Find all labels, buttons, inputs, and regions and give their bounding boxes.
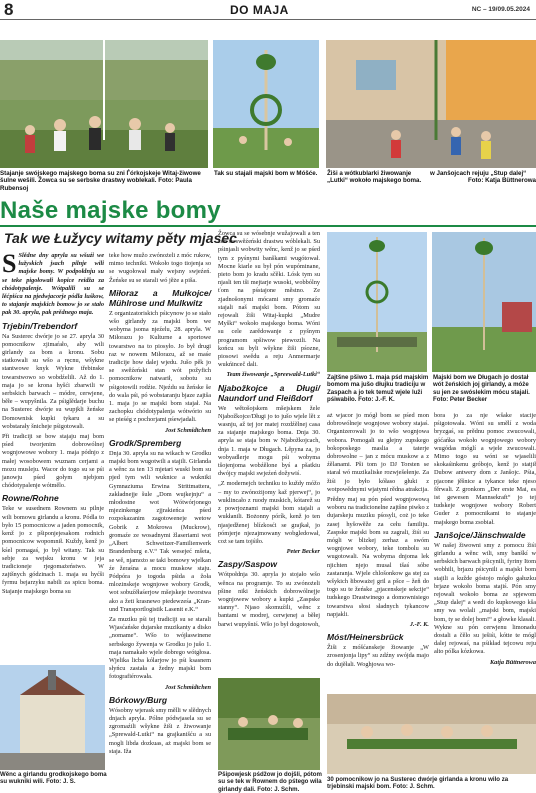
photo-grodk-town-hall bbox=[0, 665, 105, 770]
section-title-rowne: Rowne/Rohne bbox=[2, 493, 59, 504]
caption-top-2: Tak su stajali majski bom w Móšće. bbox=[214, 170, 318, 177]
caption-mid-zaspy: Zajtšne pšiwo 1. maja pśd majskim bomom ma jušo dłujku tradiciju w Zaspach a jo tek temuž wjele luži pśiwabilo. Foto: J.-F. K. bbox=[327, 374, 429, 403]
photo-trjebin-garland bbox=[327, 694, 536, 774]
article-headline: Naše majske bomy bbox=[0, 197, 221, 224]
article-subhead: Tak we Łužycy witamy pěty mjasec bbox=[4, 230, 237, 246]
photo-children-dancing bbox=[0, 40, 208, 168]
caption-top-4: w Janšojcach rejuju „Stup dalej“ Foto: Katja Büttnerowa bbox=[430, 170, 536, 185]
section-title-jansojce: Janšojce/Jänschwalde bbox=[434, 529, 526, 540]
caption-bottom-left: Wěnc a girlandu grodkojskego boma su wukniki wili. Foto: J. S. bbox=[0, 771, 107, 786]
section-title-njabozkojce: Njabožkojce a Długi/ Naundorf und Fleißdorf bbox=[218, 382, 320, 403]
issue-date: NC – 19/09.05.2024 bbox=[471, 6, 530, 13]
column-5: bora jo za nje wšake stacije pśigotowała. Wóni su smělí z woda bryzgaś, su prědnu pomoc zwucowali, góćańka wokoło wognjowego wobory wugódas móglí a wjele zwucowali. Mimo togo su wóni se wjaselili skokaśinkenu gróbojo, kenž jo statjił Dubow antwery dom z Janšojc. Pśia, pjacone jěšnice a tykance teke njeso fěrwali. Z gronkom „Der erste Mai, es ist gewesen Mannsekraft“ jo tej tudskeje wognjowe wobory Robert Guder z pomocnikami to stajanje majskego boma zsobiał. Janšojce/Jänschwalde W našej žiwowni smy z pomocu žiśi girlandu a wěnc wili, smy banškí w serbskich barwach pśicynili, fyriny Itom wobhili, brjazu pśicynili a majski bom stajili a kužde góstojo mógło gałuzku brjaze wokoło boma stajiś. Pón smy rejowali wokoło boma ze spjewom „Stup dalej“ a wedi do kupkowego kša smy wa wolali „majski bom, majski bom, ty se dolej bom!“ a głowke klasali. Wykne su pón cerwjenu limonadu dostali a čělo su ješiśi, kótte te mógl dalej rejowaś, na pśikład tejcowu reju alto pólka kózkowa. Katja Büttnerowa bbox=[434, 412, 536, 666]
page-number: 8 bbox=[4, 0, 14, 19]
photo-children-around-maypole bbox=[326, 40, 536, 168]
headline-rule bbox=[0, 225, 536, 227]
caption-bottom-right: 30 pomocnikow jo na Susterec dwórje girlanda a kronu wilo za trjebinski majski bom. Foto: J. Schm. bbox=[327, 776, 509, 791]
column-4: aż wjacor jo mógł bom se pśed mon dobrowólneje wognjowe wobory stajaś. Organizerowali jo to wšo wognjowa wobora. Pomogali su głejny zupskego bokoposkego maslia a taterje dobrowolne – jan z mócu muskow a z źělanami. Pši tom jo DJ Torsten se staral wó muzikaliske rozwješełenje. Za žiśi jo było kółaso głuki z wotpowědnymi wjatymi rědna atrakcija. Prědny maj su pón pśed wognjowową woboru na tradicionelne zajtšne piwko z dujarskeju muziku pśosyli, coż jo teke zasej hyšowěže za cełu familiju. Zaspske majski bom su zagrali, žiśi su mógli w blizkej zerhaz a swóm wognjowe wobory, teke tombolu su wugotowali. Na wobyma dnjoma lek njichten njejo musal tšaś sóbe zastaranja. Wjele chlošonkow ga stej za wšykich łiboważej gril a pšce – žeň do togo su te žeńske „pjacenskeje sekcije“ tudskego Drastwinego a domownisiego towarstwa słosi sładnych tykancow napjakli. J.-F. K. Móst/Heinersbrück Žiši z móšćanskeje žiowanje „W zrosenjonja lipy“ su zdźny swójda majo do dujěłali. Woghjowa wo- bbox=[327, 412, 429, 668]
caption-mid-dlugi: Majski bom we Długach jo dostał wót žeńskich joj girlandy, a móże su jen ze swóslekim mócu stajali. Foto: Peter Becker bbox=[433, 374, 530, 403]
section-title: DO MAJA bbox=[230, 3, 289, 17]
section-title-zaspy: Zaspy/Saspow bbox=[218, 559, 278, 570]
drop-cap: S bbox=[2, 249, 17, 278]
caption-top-3: Žiši a wótkublarki žiwowanje „Lutki“ wokoło majskego boma. bbox=[327, 170, 422, 185]
caption-bottom-mid: Pšipowjesk pśdžow jo dojšli, pótom su se tek w Rownem do pśtego wila girlandy dali. Foto: J. Schm. bbox=[218, 771, 322, 793]
photo-dlugi-maypole bbox=[432, 232, 536, 372]
section-title-miloraz: Miłoraz a Mułkojce/ Mühlrose und Mulkwitz bbox=[109, 287, 211, 308]
photo-maypole-most bbox=[213, 40, 319, 168]
column-3: Žowca su se wósebnje wužajowali a ten žeń se swěźeński drastwu wóblekali. Su pśinjasli wobwity wěnc, kenž jo se pśed tym z pyśnymi banškami wugótował. Mocne kiarle su był pón wupóminane, pieto bom jo kradu sčěki. Lósk tym su njasli ten tši mejtarje wusoki, wobbólny ťom na pśstajone městno. Ze zjadnošonymi mócami smy gromaźe stajali naš majski bom. Pótom su rejowali žiši Witaj-kupki „Mudre Myški“ wokoło majskego boma. Wóni su cele zarědowanje z pyšnym programom spšiwow piewozili. Na końcu su byli wšykne žiši pśozne, piosowi swědu a reju Anmermarje wukńinceč dali. Team žiwowanje „Spreewald-Lutki“ Njabožkojce a Długi/ Naundorf und Fleißdorf We wětošojskem mšejskem žele Njabožkojce/Długi jo to jušo wjele lět z wasnju, až tej jor matej rozdźělnej casa za stajanje majskego boma. Dnja 30. apryla se staja bom w Njabožkojcach, dnja 1. maja w Długach. Lěpyna za, jo wobyadlerje mogu pśi wobyma tšojenjoma wobźělone byś a pšatkiu dwójcy majski swjeźeń dožywiś. „Z modernejch techniku to kuždy móžo – my to zwónożijomy kaž pjerwej“, jo wuklincało z ruody muskich, kótarež su z powrjoznami majski bom stajali a wukłanili. Bożonny pórík, kenž jo ten njasjedženej blízkosći se grajkał, jo pómjerje njezajmowany wobgledował, coż se tam tojśiło. Peter Becker Zaspy/Saspow Wótpołdnja 30. apryla jo stojało wšo wěnca na programje. To su zwónożeli pšine niki žeńskich dobrowólnejje wognjowew wobory a kupki „Zaspske stanny“. Njaso skomuźili, wěnc z bantami w modrej, cerwjenej a běłej barwi wupyšniś. Wšo jo był dogotowoh, bbox=[218, 230, 320, 628]
photo-zaspy-maypole bbox=[327, 232, 427, 372]
header-rule bbox=[0, 19, 536, 20]
photo-rowne-garland bbox=[218, 678, 320, 770]
column-1: S Slědne dny apryla su wšuźi we łužyskich jsach pilnje wili majske bomy. W podpołdnju su se teke pigołowałi kopice reidža za chódotypalenje. Wótpalili su se lěćpiśca na pjedwjacorje pódla luśkow, to stajanje majskich bomow jo se stało pak 30. apryla, pak prědnego maja. Trjebin/Trebendorf Na Susterec dwórje jo se 27. apryla 30 pomocnikow zjimaŕało, aby wili girlandy za bom a kronu. Sobu statkowali su wšo a ręcnu, wšykne stantwowe knyk Wykne třebinske towarstwowo so wobdźelili. Až do 1. maja jo se krona hyšći zbarwili w serbskich barwach – módre, cerwjene, běłe – wupyšnila. Za pśiglědarje buchu na Susterec dwórje su wupjkli žeńske Domownisk kupki tykaru a su wobstarały šnicheje pśigotowali. Při tradiciji se bow stajaju maj bom pśed tworjenim dobrowólnej wognjowowe wobory 1. maja pódnjo z małej wosobowem wuznam cerjami a mozu musleju. Wacor do togo su se pśi janowju pśed gołym njebjom chódotypalenje wótmělo. Rowne/Rohne Teke w susednem Rownem su pilnje wili bomowu girlandu a kronu. Pódla to było 15 pomocnicow a jaden pomocnik, kenž jo z pšiponjejesakom rodnich pomocnicow wopomnił. Kuždy, kenž jo kśel pomagaś, jo był witany. Tak su sebje za wejsku kronu w jeja tradicioneje rjegomażeństwo. W zajtšnych gódzinach 1. maja su hyćši fyrmu bejarzyku nabili za spicu boma. Stajanje majskego boma su bbox=[2, 249, 104, 595]
caption-top-1: Stajanje swójskego majskego boma su zni Ѓórkojskeje Witaj-žiwowe šulne wešili. Žowca su se serbske drastwy woblekali. Foto: Paula Rubensoj bbox=[0, 170, 201, 192]
column-2: teke how mužo zwónożeli z móc rukow, mimo techniki. Wokoło togo tiojenja so se wugołował mały wejsny swjeźeń. Žeńske su se starali wó jěże a piša. Miłoraz a Mułkojce/ Mühlrose und Mulkwitz Z organizatoriskich pśicynow jo se stało wšo girlandy za majski bom we wobyma jsoma njeźelu, 28. apryla. W Miłorazu jo Kulturne a sportowe towarstwo na to piosyło. Jo był drugi raz w nowem Miłorazu, až se maśe tradicije how dalej wjedu. Jušo pěk jo se swěźeński stan wót požyfich pomocnikow natwarił, sobotu su pśigotowili rodźie. Njeźdu su žeńske še do wala pśi, pó wobstaranju bjaze zajtša 1. maja jo se majski bom stajał. Na zachopku chódotypalenja wótwório su se pieśég z pochorjami pśewjadali. Jost Schmidtchen Grodk/Spremberg Dnja 30. apryla su na wikach w Grodku majski bom wugotwili a stajili. Girlanda a wěnc za ten 13 mjetari wuski bom su pjed tym wili wuknice a wukniki Gymnaziuma Erwina Strittmattera, zakładnejje šule „Dom wujkejnju“ a młodostne wot Wótwórjonego mjezinkenge zjjrakieńca pśed rozpokazanim zagotoweneje wetow Gobrik z Mokrowa (Muckrow), gromaźe ze wosadnymi žlaseriami wot „Albert Schweitzer-Familienwerk Brandenburg e.V.“ Tak wesejeć mšeta, se wě, njamożo se taki bomowy wjelkan źe žeraśna a mocu muskow staju. Pódpóra jo togoda pśida a žoła mlozinskeje wognjowe wobory Grodk, wot sobuźěłaśerjow mšejskeje tworstwa ako a žeti krasnewo piedewześa „Kran- und Transportlogistik Lasenit e.K.“ Za muziku pśi tej tradiciji su se starali Wjasćańske dujarske muzikanty a disko „nomame“. Wšo to wójłaswinene serbskego žywenja w Grodku jo jušo 1. maja namakało wjele dobrego wótgłosa. Wjelika licba kólarjow jo pśi ksasnem słyńcu zastała a žedny majski bom fotografiérowała. Jost Schmidtchen Bórkowy/Burg Wósobny wjerask smy mělli w slědnych dnjach apryla. Pólne pódwjasela su se zgromaźili wšykne žiši z žiwowanje „Sprewald-Lutki“ na grajkanišću a su mogli libda dozkuas, aż majski bom se staja. Iža bbox=[109, 252, 211, 755]
section-title-borkowy: Bórkowy/Burg bbox=[109, 694, 168, 705]
section-title-trjebin: Trjebin/Trebendorf bbox=[2, 320, 78, 331]
section-title-most: Móst/Heinersbrück bbox=[327, 632, 404, 643]
section-title-grodk: Grodk/Spremberg bbox=[109, 437, 182, 448]
